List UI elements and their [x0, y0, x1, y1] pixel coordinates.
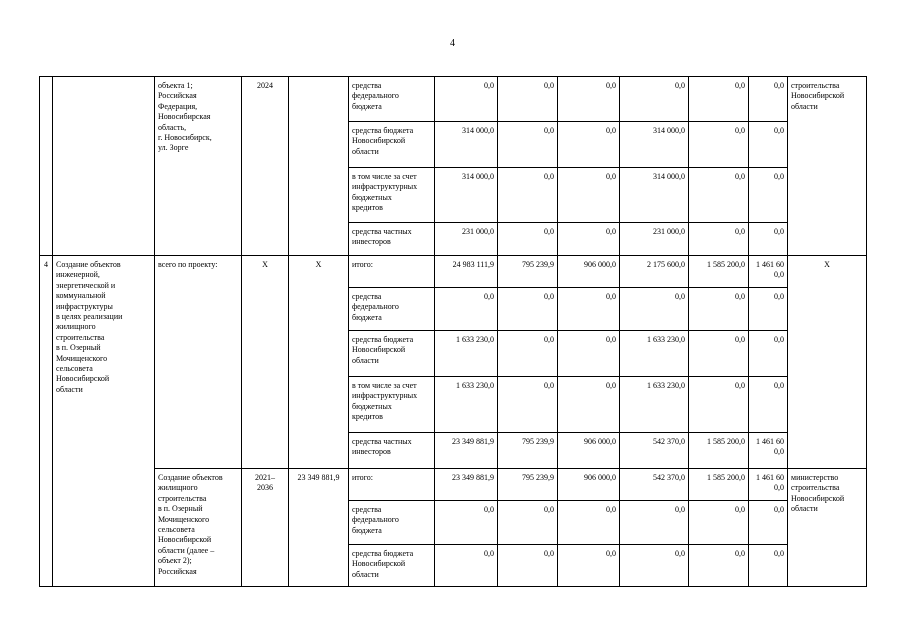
- cell-total: 0,0: [435, 545, 498, 587]
- cell-year: 2021– 2036: [242, 469, 289, 587]
- cell-v5: 0,0: [749, 501, 788, 545]
- cell-source: средства федерального бюджета: [349, 77, 435, 122]
- cell-v4: 1 585 200,0: [689, 256, 749, 288]
- cell-responsible: министерство строительства Новосибирской области: [788, 469, 867, 587]
- cell-v4: 0,0: [689, 168, 749, 223]
- cell-v3: 0,0: [620, 288, 689, 331]
- cell-total: 0,0: [435, 77, 498, 122]
- cell-v2: 906 000,0: [558, 256, 620, 288]
- cell-v1: 0,0: [498, 223, 558, 256]
- cell-v4: 0,0: [689, 331, 749, 377]
- cell-v5: 0,0: [749, 122, 788, 168]
- cell-total: 23 349 881,9: [435, 433, 498, 469]
- cell-v2: 0,0: [558, 377, 620, 433]
- cell-total: 231 000,0: [435, 223, 498, 256]
- cell-object: объекта 1; Российская Федерация, Новосибирская область, г. Новосибирск, ул. Зорге: [155, 77, 242, 256]
- cell-v2: 0,0: [558, 501, 620, 545]
- cell-source: средства бюджета Новосибирской области: [349, 545, 435, 587]
- cell-v4: 0,0: [689, 545, 749, 587]
- cell-v2: 0,0: [558, 223, 620, 256]
- cell-v1: 0,0: [498, 545, 558, 587]
- cell-v4: 0,0: [689, 288, 749, 331]
- table-row: [40, 469, 867, 501]
- cell-v3: 1 633 230,0: [620, 377, 689, 433]
- cell-v4: 0,0: [689, 377, 749, 433]
- cell-cost: 23 349 881,9: [289, 469, 349, 587]
- cell-v3: 0,0: [620, 77, 689, 122]
- cell-v3: 2 175 600,0: [620, 256, 689, 288]
- cell-cost: X: [289, 256, 349, 469]
- cell-year: X: [242, 256, 289, 469]
- cell-total: 24 983 111,9: [435, 256, 498, 288]
- cell-total: 1 633 230,0: [435, 377, 498, 433]
- cell-source: средства федерального бюджета: [349, 501, 435, 545]
- cell-v3: 0,0: [620, 545, 689, 587]
- cell-v1: 795 239,9: [498, 433, 558, 469]
- cell-v4: 0,0: [689, 122, 749, 168]
- cell-v3: 1 633 230,0: [620, 331, 689, 377]
- cell-v1: 0,0: [498, 168, 558, 223]
- table-row: [40, 256, 867, 288]
- cell-v2: 0,0: [558, 331, 620, 377]
- cell-v3: 314 000,0: [620, 168, 689, 223]
- cell-cost: [289, 77, 349, 256]
- page-number: 4: [450, 38, 455, 49]
- cell-v2: 0,0: [558, 122, 620, 168]
- cell-v4: 0,0: [689, 77, 749, 122]
- cell-v2: 0,0: [558, 77, 620, 122]
- cell-v4: 1 585 200,0: [689, 433, 749, 469]
- cell-v2: 906 000,0: [558, 469, 620, 501]
- cell-v2: 0,0: [558, 288, 620, 331]
- cell-total: 1 633 230,0: [435, 331, 498, 377]
- cell-v1: 0,0: [498, 77, 558, 122]
- cell-v1: 0,0: [498, 501, 558, 545]
- cell-source: итого:: [349, 469, 435, 501]
- cell-v1: 0,0: [498, 377, 558, 433]
- table-row: [40, 77, 867, 122]
- cell-v2: 906 000,0: [558, 433, 620, 469]
- cell-v5: 1 461 60 0,0: [749, 469, 788, 501]
- cell-total: 23 349 881,9: [435, 469, 498, 501]
- cell-v1: 795 239,9: [498, 256, 558, 288]
- cell-v1: 795 239,9: [498, 469, 558, 501]
- cell-v5: 1 461 60 0,0: [749, 256, 788, 288]
- cell-name: [53, 77, 155, 256]
- cell-source: средства частных инвесторов: [349, 223, 435, 256]
- cell-v1: 0,0: [498, 331, 558, 377]
- cell-source: средства федерального бюджета: [349, 288, 435, 331]
- cell-source: средства бюджета Новосибирской области: [349, 331, 435, 377]
- cell-year: 2024: [242, 77, 289, 256]
- cell-v5: 0,0: [749, 288, 788, 331]
- cell-v5: 0,0: [749, 77, 788, 122]
- cell-v5: 0,0: [749, 223, 788, 256]
- cell-source: средства бюджета Новосибирской области: [349, 122, 435, 168]
- cell-name: Создание объектов инженерной, энергетической и коммунальной инфраструктуры в целях реализации жилищного строительства в п. Озерный Мочищенского сельсовета Новосибирской области: [53, 256, 155, 587]
- cell-object: всего по проекту:: [155, 256, 242, 469]
- cell-v5: 0,0: [749, 545, 788, 587]
- cell-num: [40, 77, 53, 256]
- cell-v5: 0,0: [749, 331, 788, 377]
- cell-v5: 0,0: [749, 377, 788, 433]
- cell-v2: 0,0: [558, 168, 620, 223]
- cell-v4: 1 585 200,0: [689, 469, 749, 501]
- cell-v3: 231 000,0: [620, 223, 689, 256]
- cell-responsible: строительства Новосибирской области: [788, 77, 867, 256]
- budget-table: [39, 76, 867, 587]
- cell-total: 314 000,0: [435, 168, 498, 223]
- cell-v2: 0,0: [558, 545, 620, 587]
- cell-v4: 0,0: [689, 501, 749, 545]
- cell-total: 314 000,0: [435, 122, 498, 168]
- cell-num: 4: [40, 256, 53, 587]
- cell-v5: 1 461 60 0,0: [749, 433, 788, 469]
- cell-v3: 314 000,0: [620, 122, 689, 168]
- cell-v1: 0,0: [498, 122, 558, 168]
- cell-total: 0,0: [435, 501, 498, 545]
- cell-source: средства частных инвесторов: [349, 433, 435, 469]
- cell-responsible: X: [788, 256, 867, 469]
- cell-v3: 0,0: [620, 501, 689, 545]
- cell-v1: 0,0: [498, 288, 558, 331]
- cell-source: в том числе за счет инфраструктурных бюджетных кредитов: [349, 168, 435, 223]
- cell-v5: 0,0: [749, 168, 788, 223]
- cell-object: Создание объектов жилищного строительства в п. Озерный Мочищенского сельсовета Новосибирской области (далее – объект 2); Российская: [155, 469, 242, 587]
- cell-v4: 0,0: [689, 223, 749, 256]
- cell-source: в том числе за счет инфраструктурных бюджетных кредитов: [349, 377, 435, 433]
- cell-v3: 542 370,0: [620, 469, 689, 501]
- cell-total: 0,0: [435, 288, 498, 331]
- cell-v3: 542 370,0: [620, 433, 689, 469]
- cell-source: итого:: [349, 256, 435, 288]
